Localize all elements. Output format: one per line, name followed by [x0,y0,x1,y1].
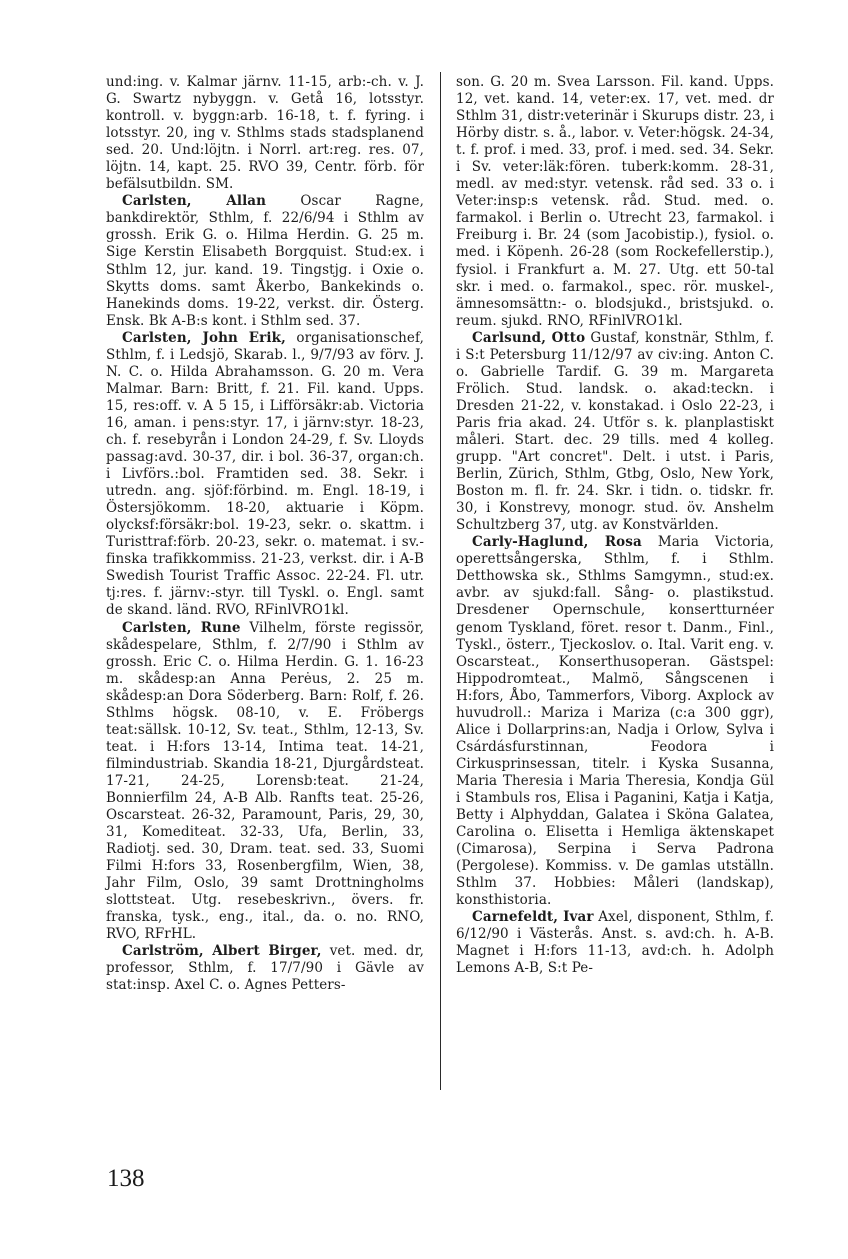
entry-continuation [456,74,774,330]
entry-text: Gustaf, konstnär, Sthlm, f. i S:t Petersburg 11/12/97 av civ:ing. Anton C. o. Gabrielle Tardif. G. 39 m. Margareta Frölich. Stud. landsk. o. akad:teckn. i Dresden 21-22, v. konstakad. i Oslo 22-23, i Paris fria akad. 24. Utför s. k. planplastiskt måleri. Start. dec. 29 tills. med 4 kolleg. grupp. "Art concret". Delt. i utst. i Paris, Berlin, Zürich, Sthlm, Gtbg, Oslo, New York, Boston m. fl. fr. 24. Skr. i tidn. o. tidskr. fr. 30, i Konstrevy, monogr. stud. öv. Anshelm Schultzberg 37, utg. av Konstvärlden. [456,329,774,534]
left-column [106,74,424,995]
right-column [456,74,774,977]
page-number: 138 [107,1165,145,1192]
entry-name: Carlsten, John Erik, [122,329,286,346]
entry-carlsten-rune [106,620,424,944]
entry-text: Vilhelm, förste regissör, skådespelare, Sthlm, f. 2/7/90 i Sthlm av grossh. Eric C. o. Hilma Herdin. G. 1. 16-23 m. skådesp:an Anna Perėus, 2. 25 m. skådesp:an Dora Söderberg. Barn: Rolf, f. 26. Sthlms högsk. 08-10, v. E. Fröbergs teat:sällsk. 10-12, Sv. teat., Sthlm, 12-13, Sv. teat. i H:fors 13-14, Intima teat. 14-21, filmindustriab. Skandia 18-21, Djurgårdsteat. 17-21, 24-25, Lorensb:teat. 21-24, Bonnierfilm 24, A-B Alb. Ranfts teat. 25-26, Oscarsteat. 26-32, Paramount, Paris, 29, 30, 31, Komediteat. 32-33, Ufa, Berlin, 33, Radiotj. sed. 30, Dram. teat. sed. 33, Suomi Filmi H:fors 33, Rosenbergfilm, Wien, 38, Jahr Film, Oslo, 39 samt Drottningholms slottsteat. Utg. resebeskrivn., övers. fr. franska, tysk., eng., ital., da. o. no. RNO, RVO, RFrHL. [106,619,424,943]
entry-carlsund-otto [456,330,774,535]
entry-continuation [106,74,424,193]
entry-name: Carlsten, Allan [122,193,267,210]
entry-text: vet. med. dr, professor, Sthlm, f. 17/7/90 i Gävle av stat:insp. Axel C. o. Agnes Petters- [106,943,425,994]
entry-name: Carlsund, Otto [472,329,586,346]
entry-name: Carly-Haglund, Rosa [472,534,642,551]
entry-carlsten-allan [106,193,424,329]
entry-name: Carlsten, Rune [122,619,241,636]
entry-carlstrom-albert [106,943,424,994]
entry-text: Oscar Ragne, bankdirektör, Sthlm, f. 22/6/94 i Sthlm av grossh. Erik G. o. Hilma Herdin. G. 25 m. Sige Kerstin Elisabeth Borgquist. Stud:ex. i Sthlm 12, jur. kand. 19. Tingstjg. i Oxie o. Skytts doms. samt Åkerbo, Bankekinds o. Hanekinds doms. 19-22, verkst. dir. Österg. Ensk. Bk A-B:s kont. i Sthlm sed. 37. [106,193,424,329]
entry-name: Carlström, Albert Birger, [122,943,322,960]
entry-carly-haglund-rosa [456,534,774,909]
entry-text: Maria Victoria, operettsångerska, Sthlm, f. i Sthlm. Detthowska sk., Sthlms Samgymn., stud:ex. avbr. av sjukd:fall. Sång- o. plastikstud. Dresdener Opernschule, konsertturnéer genom Tyskland, föret. resor t. Danm., Finl., Tyskl., österr., Tjeckoslov. o. Ital. Varit eng. v. Oscarsteat., Konserthusoperan. Gästspel: Hippodromteat., Malmö, Sångscenen i H:fors, Åbo, Tammerfors, Viborg. Axplock av huvudroll.: Mariza i Mariza (c:a 300 ggr), Alice i Dollarprins:an, Nadja i Orlow, Sylva i Csárdásfurstinnan, Feodora i Cirkusprinsessan, titelr. i Kyska Susanna, Maria Theresia i Maria Theresia, Kondja Gül i Stambuls ros, Elisa i Paganini, Katja i Katja, Betty i Alphyddan, Galatea i Sköna Galatea, Carolina o. Elisetta i Hemliga äktenskapet (Cimarosa), Serpina i Serva Padrona (Pergolese). Kommiss. v. De gamlas utställn. Sthlm 37. Hobbies: Måleri (landskap), konsthistoria. [456,534,774,909]
entry-carnefeldt-ivar [456,909,774,977]
entry-carlsten-john-erik [106,330,424,620]
entry-text: Axel, disponent, Sthlm, f. 6/12/90 i Västerås. Anst. s. avd:ch. h. A-B. Magnet i H:fors 11-13, avd:ch. h. Adolph Lemons A-B, S:t Pe- [456,909,774,977]
entry-text: son. G. 20 m. Svea Larsson. Fil. kand. Upps. 12, vet. kand. 14, veter:ex. 17, vet. med. dr Sthlm 31, distr:veterinär i Skurups distr. 23, i Hörby distr. s. å., labor. v. Veter:högsk. 24-34, t. f. prof. i med. 33, prof. i med. sed. 34. Sekr. i Sv. veter:läk:fören. tuberk:komm. 28-31, medl. av med:styr. vetensk. råd sed. 33 o. i Veter:insp:s vetensk. råd. Stud. med. o. farmakol. i Berlin o. Utrecht 23, farmakol. i Freiburg i. Br. 24 (som Jacobistip.), fysiol. o. med. i Köpenh. 26-28 (som Rockefellerstip.), fysiol. i Frankfurt a. M. 27. Utg. ett 50-tal skr. i med. o. farmakol., spec. rör. muskel-, ämnesomsättn:- o. blodsjukd., bristsjukd. o. reum. sjukd. RNO, RFinlVRO1kl. [456,74,774,329]
entry-text: organisationschef, Sthlm, f. i Ledsjö, Skarab. l., 9/7/93 av förv. J. N. C. o. Hilda Abrahamsson. G. 20 m. Vera Malmar. Barn: Britt, f. 21. Fil. kand. Upps. 15, res:off. v. A 5 15, i Lifförsäkr:ab. Victoria 16, aman. i pens:styr. 17, i järnv:styr. 18-23, ch. f. resebyrån i London 24-29, f. Sv. Lloyds passag:avd. 30-37, dir. i bol. 36-37, organ:ch. i Livförs.:bol. Framtiden sed. 38. Sekr. i utredn. ang. sjöf:förbind. m. Engl. 18-19, i Östersjökomm. 18-20, aktuarie i Köpm. olycksf:försäkr:bol. 19-23, sekr. o. skattm. i Turisttraf:förb. 20-23, sekr. o. matemat. i sv.-finska trafikkommiss. 21-23, verkst. dir. i A-B Swedish Tourist Traffic Assoc. 22-24. Fl. utr. tj:res. f. järnv:-styr. till Tyskl. o. Engl. samt de skand. länd. RVO, RFinlVRO1kl. [106,329,424,619]
column-divider [440,72,441,1090]
entry-text: und:ing. v. Kalmar järnv. 11-15, arb:-ch. v. J. G. Swartz nybyggn. v. Getå 16, lotsstyr. kontroll. v. byggn:arb. 16-18, t. f. fyring. i lotsstyr. 20, ing v. Sthlms stads stadsplanend sed. 20. Und:löjtn. i Norrl. art:reg. res. 07, löjtn. 14, kapt. 25. RVO 39, Centr. förb. för befälsutbildn. SM. [106,74,424,193]
entry-name: Carnefeldt, Ivar [472,909,594,926]
